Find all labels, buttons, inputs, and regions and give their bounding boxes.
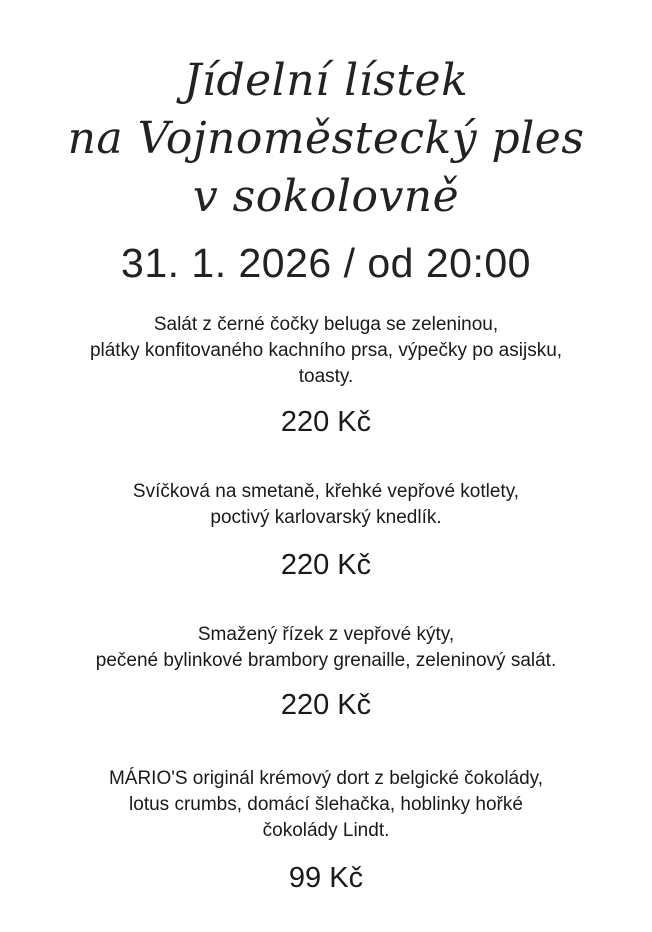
description-line: čokolády Lindt. xyxy=(262,820,390,841)
menu-item-1-price: 220 Kč xyxy=(280,406,372,438)
title-line-3: v sokolovně xyxy=(192,171,460,222)
description-line: Svíčková na smetaně, křehké vepřové kotlety, xyxy=(132,481,520,502)
description-line: Salát z černé čočky beluga se zeleninou, xyxy=(153,314,499,335)
description-line: toasty. xyxy=(298,366,354,387)
menu-item-2 xyxy=(0,479,652,531)
description-line: Smažený řízek z vepřové kýty, xyxy=(197,624,455,645)
title-line-1: Jídelní lístek xyxy=(183,55,469,106)
menu-title xyxy=(0,52,652,226)
menu-item-4 xyxy=(0,766,652,844)
description-line: pečené bylinkové brambory grenaille, zeleninový salát. xyxy=(95,650,557,671)
event-date-time: 31. 1. 2026 / od 20:00 xyxy=(121,240,531,286)
menu-item-description xyxy=(0,622,652,674)
menu-item-description xyxy=(0,766,652,844)
description-line: MÁRIO'S originál krémový dort z belgické čokolády, xyxy=(108,768,544,789)
menu-item-2-price: 220 Kč xyxy=(280,549,372,581)
menu-item-1 xyxy=(0,312,652,390)
description-line: plátky konfitovaného kachního prsa, výpečky po asijsku, xyxy=(89,340,563,361)
menu-item-3 xyxy=(0,622,652,674)
menu-item-4-price: 99 Kč xyxy=(288,862,364,894)
description-line: poctivý karlovarský knedlík. xyxy=(210,507,442,528)
description-line: lotus crumbs, domácí šlehačka, hoblinky hořké xyxy=(129,794,523,815)
menu-item-description xyxy=(0,479,652,531)
title-line-2: na Vojnoměstecký ples xyxy=(67,113,585,164)
menu-item-description xyxy=(0,312,652,390)
menu-item-3-price: 220 Kč xyxy=(280,689,372,721)
